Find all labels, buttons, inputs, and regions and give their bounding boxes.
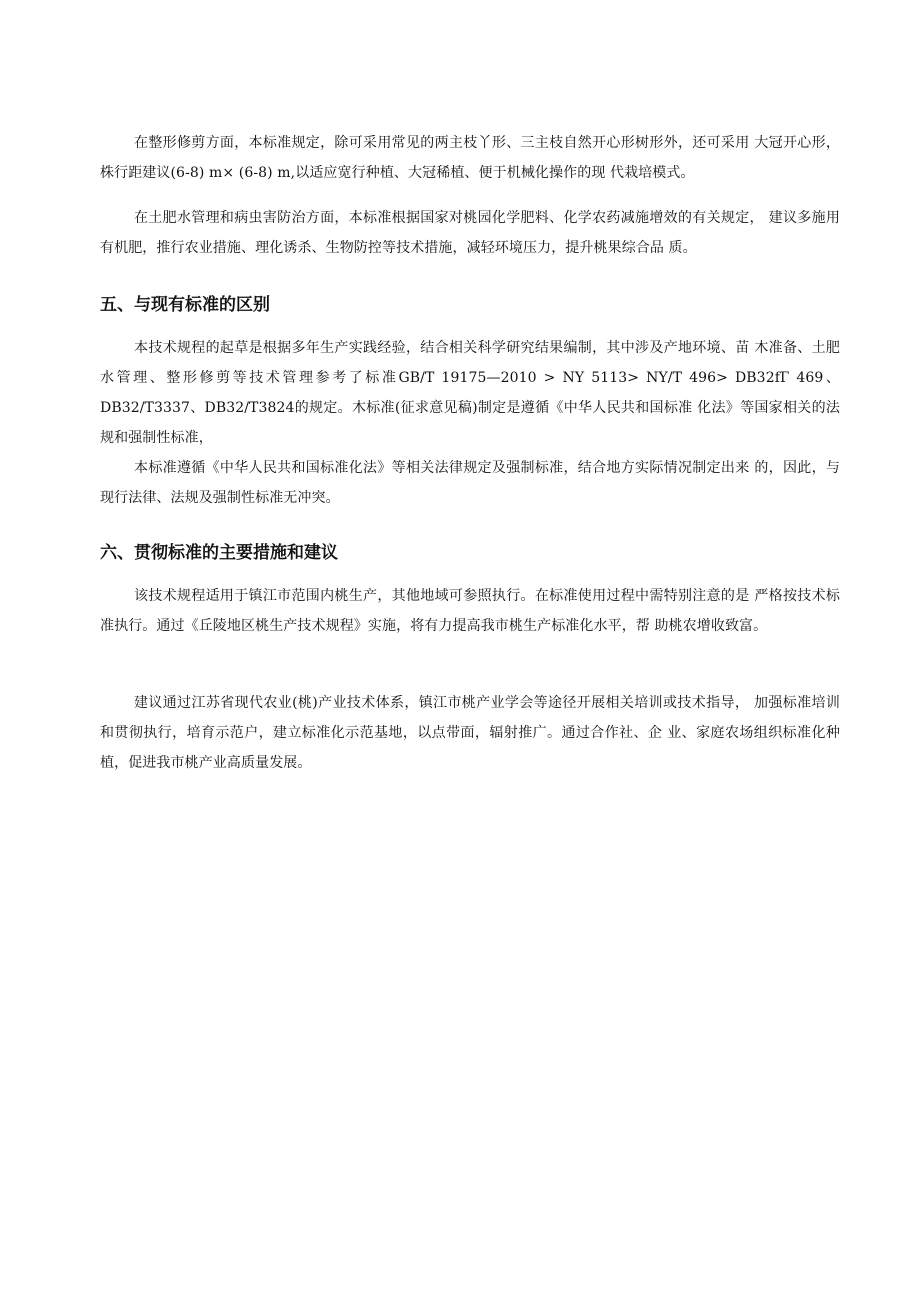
section-heading-measures: 六、贯彻标准的主要措施和建议: [100, 543, 338, 563]
paragraph-pruning: 在整形修剪方面，本标准规定，除可采用常见的两主枝丫形、三主枝自然开心形树形外，还可采用 大冠开心形，株行距建议(6-8) m× (6-8) m,以适应宽行种植、大冠稀植、便于机械化操作的现 代栽培模式。: [100, 135, 840, 181]
section-heading-differences: 五、与现有标准的区别: [100, 295, 270, 315]
paragraph-drafting-basis: 本技术规程的起草是根据多年生产实践经验，结合相关科学研究结果编制，其中涉及产地环境、苗 木准备、土肥水管理、整形修剪等技术管理参考了标准GB/T 19175—2010 > NY 5113> NY/T 496> DB32fГ 469、DB32/T3337、DB32/T3824的规定。木标准(征求意见稿)制定是遵循《中华人民共和国标准 化法》等国家相关的法规和强制性标准，: [100, 340, 840, 446]
paragraph-soil-fertilizer: 在土肥水管理和病虫害防治方面，本标准根据国家对桃园化学肥料、化学农药减施增效的有关规定， 建议多施用有机肥，推行农业措施、理化诱杀、生物防控等技术措施，减轻环境压力，提升桃果综合品 质。: [100, 210, 840, 256]
paragraph-scope-application: 该技术规程适用于镇江市范围内桃生产，其他地域可参照执行。在标准使用过程中需特别注意的是 严格按技术标准执行。通过《丘陵地区桃生产技术规程》实施，将有力提高我市桃生产标准化水平，帮 助桃农增收致富。: [100, 588, 840, 634]
paragraph-recommendations: 建议通过江苏省现代农业(桃)产业技术体系，镇江市桃产业学会等途径开展相关培训或技术指导， 加强标准培训和贯彻执行，培育示范户，建立标准化示范基地，以点带面，辐射推广。通过合作社、企 业、家庭农场组织标准化种植，促进我市桃产业高质量发展。: [100, 695, 840, 771]
paragraph-legal-compliance: 本标准遵循《中华人民共和国标准化法》等相关法律规定及强制标准，结合地方实际情况制定出来 的，因此，与现行法律、法规及强制性标准无冲突。: [100, 460, 840, 506]
